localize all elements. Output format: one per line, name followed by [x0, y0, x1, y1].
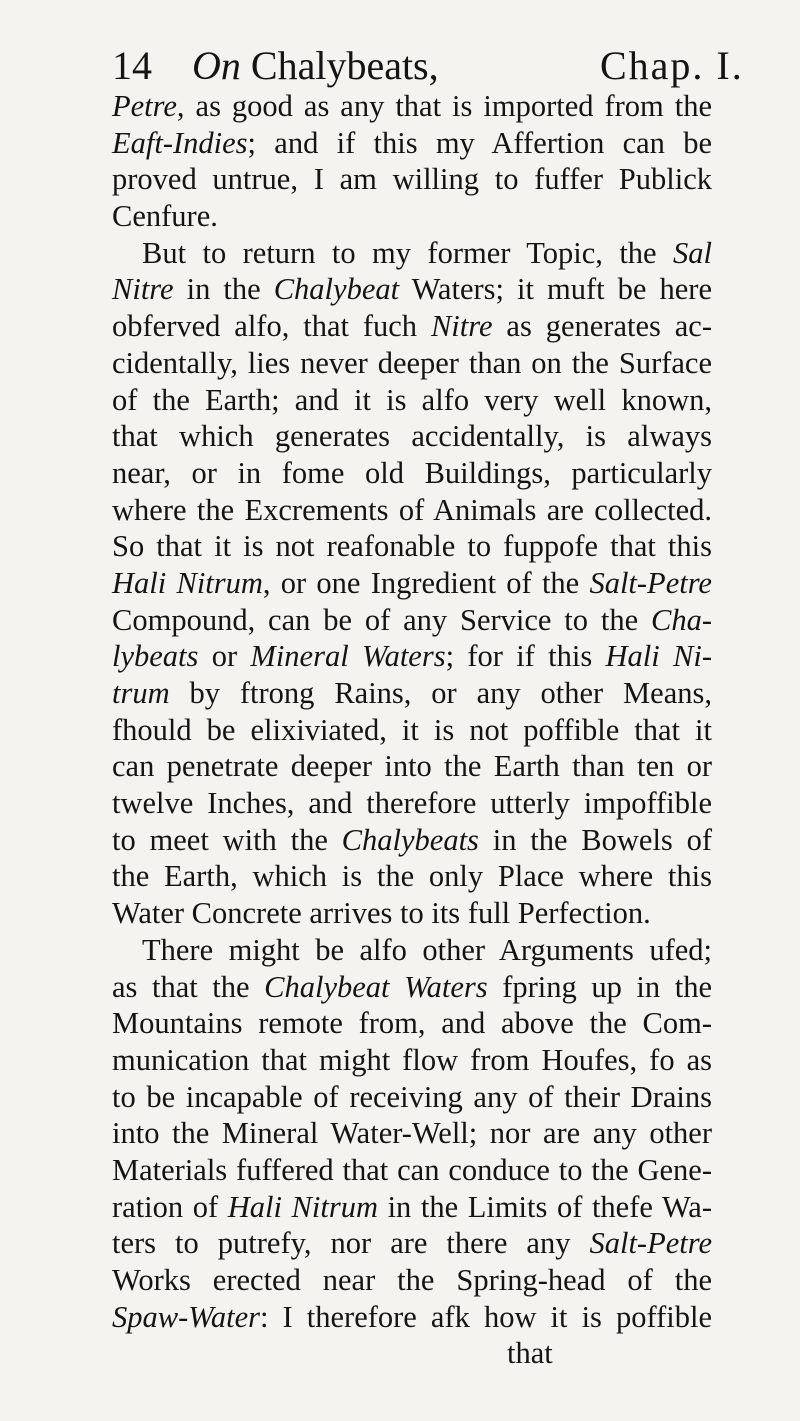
- text-line: [112, 88, 712, 125]
- text-segment: There might be alfo other Arguments ufed;: [142, 932, 712, 967]
- text-line: [112, 125, 712, 162]
- text-line: [112, 1262, 712, 1299]
- italic-text: Nitre: [112, 272, 174, 307]
- text-segment: can penetrate deeper into the Earth than ten or: [112, 749, 712, 784]
- text-line: [112, 161, 712, 198]
- text-line: [112, 1335, 712, 1372]
- text-line: [112, 638, 712, 675]
- italic-text: Chalybeat: [273, 272, 400, 307]
- text-line: [112, 382, 712, 419]
- italic-text: Mineral Waters: [250, 639, 446, 674]
- text-line: [112, 565, 712, 602]
- text-segment: the Earth, which is the only Place where this: [112, 859, 712, 894]
- text-line: [112, 345, 712, 382]
- chapter-label: Chap. I.: [600, 43, 744, 88]
- text-line: [112, 712, 712, 749]
- text-segment: Mountains remote from, and above the Com-: [112, 1006, 712, 1041]
- text-line: [112, 932, 712, 969]
- text-line: [112, 308, 712, 345]
- italic-text: Hali Nitrum: [112, 565, 263, 600]
- text-segment: to be incapable of receiving any of their Drains: [112, 1079, 712, 1114]
- text-line: [112, 1079, 712, 1116]
- text-segment: Materials fuffered that can conduce to the Gene-: [112, 1152, 712, 1187]
- text-segment: to meet with the: [112, 822, 342, 857]
- italic-text: Hali Ni-: [605, 639, 712, 674]
- text-line: [112, 1152, 712, 1189]
- italic-text: Petre: [112, 89, 177, 123]
- text-segment: Water Concrete arrives to its full Perfection.: [112, 896, 651, 931]
- text-line: [112, 235, 712, 272]
- text-segment: fpring up in the: [487, 969, 712, 1004]
- italic-text: Salt-Petre: [589, 1226, 712, 1261]
- text-segment: Cenfure.: [112, 199, 218, 234]
- text-line: [112, 675, 712, 712]
- text-segment: Waters; it muft be here: [399, 272, 712, 307]
- text-segment: as that the: [112, 969, 265, 1004]
- text-segment: cidentally, lies never deeper than on the Surface: [112, 345, 712, 380]
- text-line: [112, 822, 712, 859]
- text-segment: So that it is not reafonable to fuppofe that this: [112, 529, 712, 564]
- text-line: [112, 528, 712, 565]
- text-segment: ters to putrefy, nor are there any: [112, 1226, 590, 1261]
- italic-text: Nitre: [430, 309, 493, 344]
- text-segment: fhould be elixiviated, it is not poffible that it: [112, 712, 712, 747]
- text-line: [112, 895, 712, 932]
- text-segment: ; for if this: [445, 639, 606, 674]
- text-line: [112, 271, 712, 308]
- text-line: [112, 418, 712, 455]
- text-segment: into the Mineral Water-Well; nor are any other: [112, 1116, 712, 1151]
- text-segment: twelve Inches, and therefore utterly impoffible: [112, 786, 712, 821]
- text-line: [112, 748, 712, 785]
- text-segment: : I therefore afk how it is poffible: [260, 1299, 712, 1334]
- text-segment: that: [507, 1336, 553, 1371]
- body-text: [112, 88, 712, 1372]
- text-line: [112, 1299, 712, 1336]
- italic-text: Eaft-Indies: [112, 125, 248, 160]
- text-line: [112, 602, 712, 639]
- text-segment: ration of: [112, 1189, 228, 1224]
- italic-text: lybeats: [112, 639, 199, 674]
- text-segment: in the Limits of thefe Wa-: [377, 1189, 712, 1224]
- page-number: 14: [112, 43, 152, 88]
- text-segment: , as good as any that is imported from the: [176, 89, 712, 123]
- text-line: [112, 1005, 712, 1042]
- text-line: [112, 198, 712, 235]
- text-segment: or: [198, 639, 251, 674]
- text-line: [112, 1115, 712, 1152]
- text-segment: in the: [173, 272, 274, 307]
- italic-text: Chalybeats: [341, 822, 479, 857]
- italic-text: trum: [112, 676, 170, 710]
- running-title-italic: On: [192, 43, 241, 88]
- italic-text: Spaw-Water: [112, 1299, 260, 1334]
- text-line: [112, 785, 712, 822]
- italic-text: Chalybeat Waters: [264, 969, 488, 1004]
- text-segment: of the Earth; and it is alfo very well known,: [112, 382, 712, 417]
- text-segment: by ftrong Rains, or any other Means,: [169, 676, 712, 710]
- text-line: [112, 969, 712, 1006]
- page-header: [112, 36, 744, 96]
- italic-text: Hali Nitrum: [227, 1189, 378, 1224]
- text-line: [112, 492, 712, 529]
- text-segment: that which generates accidentally, is always: [112, 419, 712, 454]
- text-segment: munication that might flow from Houfes, fo as: [112, 1042, 712, 1077]
- text-segment: But to return to my former Topic, the: [142, 235, 674, 270]
- text-line: [112, 858, 712, 895]
- running-title-rest: Chalybeats,: [240, 43, 439, 88]
- text-line: [112, 455, 712, 492]
- text-segment: Compound, can be of any Service to the: [112, 602, 651, 637]
- text-segment: Works erected near the Spring-head of the: [112, 1263, 712, 1297]
- text-segment: , or one Ingredient of the: [262, 565, 590, 600]
- italic-text: Sal: [673, 235, 712, 270]
- text-line: [112, 1225, 712, 1262]
- italic-text: Cha-: [651, 602, 712, 637]
- text-segment: as generates ac-: [492, 309, 712, 344]
- text-line: [112, 1042, 712, 1079]
- text-segment: obferved alfo, that fuch: [112, 309, 431, 344]
- text-segment: in the Bowels of: [478, 822, 712, 857]
- text-segment: proved untrue, I am willing to fuffer Publick: [112, 162, 712, 197]
- text-line: [112, 1189, 712, 1226]
- italic-text: Salt-Petre: [589, 565, 712, 600]
- text-segment: where the Excrements of Animals are collected.: [112, 492, 712, 527]
- text-segment: ; and if this my Affertion can be: [247, 125, 712, 160]
- running-title: [192, 36, 439, 96]
- text-segment: near, or in fome old Buildings, particularly: [112, 455, 712, 490]
